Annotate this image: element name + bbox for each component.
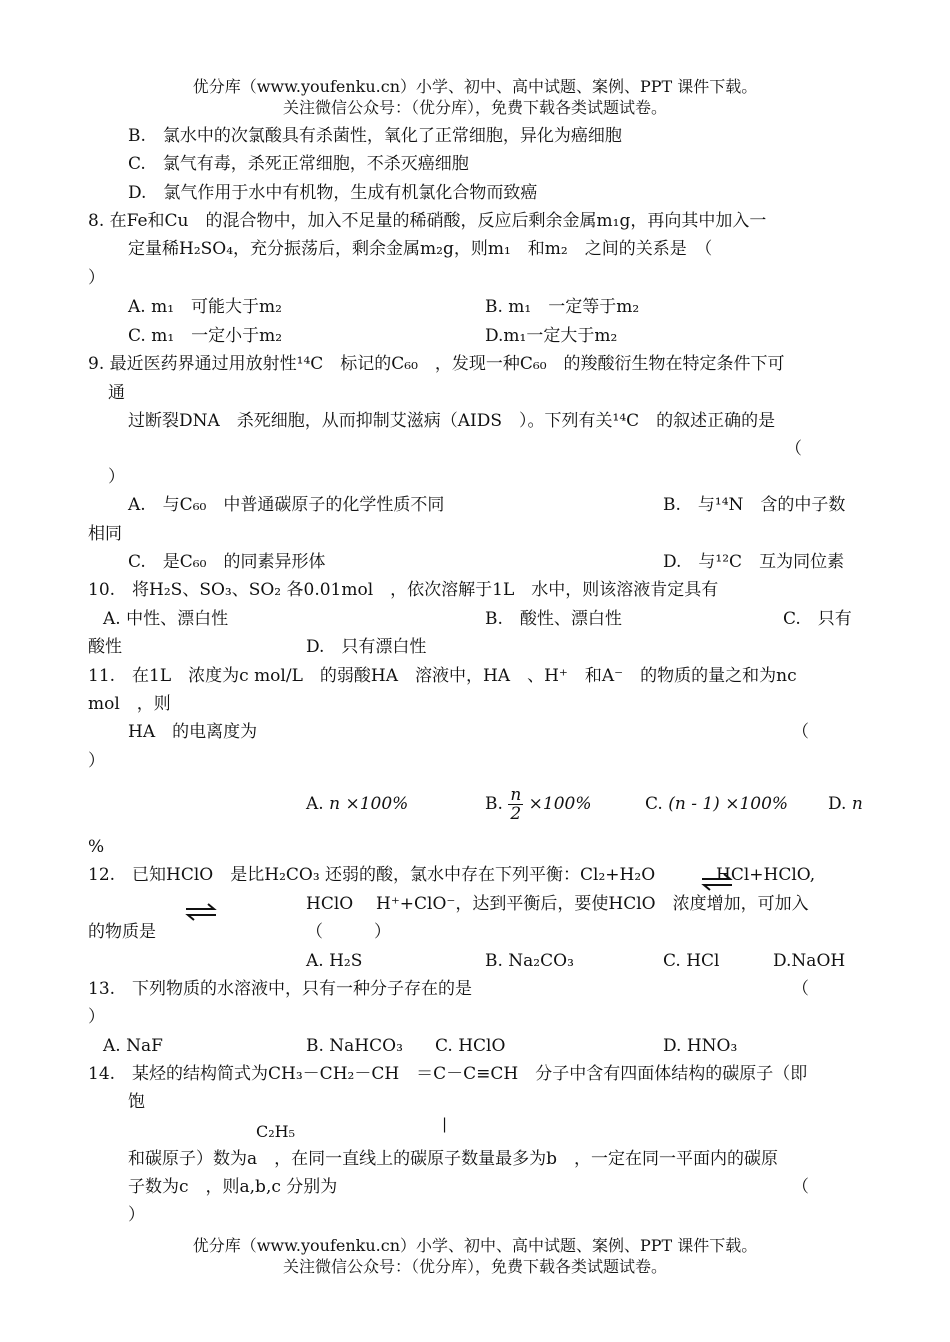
q13-paren-close: ） [88, 1007, 105, 1027]
q11-option-c-label: C. [645, 794, 663, 814]
q9-option-a: A. 与C₆₀ 中普通碳原子的化学性质不同 [128, 495, 445, 515]
page-footer-line2: 关注微信公众号：（优分库），免费下载各类试题试卷。 [282, 1257, 667, 1276]
q9-option-c: C. 是C₆₀ 的同素异形体 [128, 552, 326, 572]
q10-option-c-cont: 酸性 [88, 637, 122, 657]
q13-option-a: A. NaF [103, 1036, 163, 1056]
q12-paren: （ ） [306, 922, 391, 942]
q7-option-d: D. 氯气作用于水中有机物，生成有机氯化合物而致癌 [128, 183, 538, 203]
equilibrium-arrow-icon [184, 902, 218, 922]
q10-option-c: C. 只有 [783, 609, 852, 629]
q11-option-a [306, 793, 408, 815]
page-footer-line1: 优分库（www.youfenku.cn）小学、初中、高中试题、案例、PPT 课件下载。 [192, 1236, 758, 1255]
q14-stem-line3: 和碳原子）数为a ，在同一直线上的碳原子数量最多为b ，一定在同一平面内的碳原 [128, 1149, 779, 1169]
q14-stem-line2: 饱 [128, 1092, 145, 1112]
q11-option-a-expr: n ×100% [329, 794, 409, 814]
q11-stem-line3: HA 的电离度为 [128, 722, 258, 742]
q14-paren-close: ） [128, 1205, 145, 1225]
page-header-line1: 优分库（www.youfenku.cn）小学、初中、高中试题、案例、PPT 课件下载。 [192, 77, 758, 96]
q12-option-a: A. H₂S [306, 951, 363, 971]
q11-stem-line1: 11. 在1L 浓度为c mol/L 的弱酸HA 溶液中，HA 、H⁺ 和A⁻ 的物质的量之和为nc [88, 666, 797, 686]
q11-option-b-rest: ×100% [528, 794, 592, 814]
q12-equation1-right: HCl+HClO, [716, 865, 816, 885]
q11-option-b [485, 782, 592, 826]
q13-stem: 13. 下列物质的水溶液中，只有一种分子存在的是 [88, 979, 473, 999]
q12-option-b: B. Na₂CO₃ [485, 951, 574, 971]
q12-equation2-left: HClO [306, 894, 354, 914]
q14-stem-line1: 14. 某烃的结构简式为CH₃－CH₂－CH ＝C－C≡CH 分子中含有四面体结构的碳原子（即 [88, 1064, 808, 1084]
q7-option-c: C. 氯气有毒，杀死正常细胞，不杀灭癌细胞 [128, 154, 469, 174]
q8-option-a: A. m₁ 可能大于m₂ [128, 297, 282, 317]
q10-option-b: B. 酸性、漂白性 [485, 609, 622, 629]
q9-option-b: B. 与¹⁴N 含的中子数 [663, 495, 846, 515]
page-header-line2: 关注微信公众号：（优分库），免费下载各类试题试卷。 [282, 98, 667, 117]
q14-branch-bond: | [442, 1115, 448, 1133]
q11-option-c [645, 793, 788, 815]
q8-option-d: D.m₁一定大于m₂ [485, 326, 618, 346]
q8-option-c: C. m₁ 一定小于m₂ [128, 326, 283, 346]
q9-stem-line1: 9. 最近医药界通过用放射性¹⁴C 标记的C₆₀ ，发现一种C₆₀ 的羧酸衍生物在特定条件下可 [88, 354, 785, 374]
q11-option-b-denominator: 2 [510, 804, 522, 824]
q12-stem-line1: 12. 已知HClO 是比H₂CO₃ 还弱的酸，氯水中存在下列平衡：Cl₂+H₂O [88, 865, 656, 885]
q11-paren-close: ） [88, 751, 105, 771]
q11-option-c-expr: (n - 1) ×100% [668, 794, 789, 814]
q10-option-a: A. 中性、漂白性 [103, 609, 229, 629]
q9-stem-line3: 过断裂DNA 杀死细胞，从而抑制艾滋病（AIDS ）。下列有关¹⁴C 的叙述正确的是 [128, 411, 776, 431]
q8-stem-line3: ） [88, 268, 105, 288]
q11-option-d-expr: n [851, 794, 863, 814]
q14-paren-open: （ [792, 1177, 809, 1197]
q12-option-d: D.NaOH [773, 951, 846, 971]
q10-option-d: D. 只有漂白性 [306, 637, 427, 657]
q10-stem: 10. 将H₂S、SO₃、SO₂ 各0.01mol ，依次溶解于1L 水中，则该溶液肯定具有 [88, 580, 719, 600]
q12-stem-line3: 的物质是 [88, 922, 156, 942]
q9-paren-close: ） [108, 467, 125, 487]
q13-option-c: C. HClO [435, 1036, 506, 1056]
q14-branch-group: C₂H₅ [256, 1122, 296, 1141]
q11-paren-open: （ [792, 722, 809, 742]
q7-option-b: B. 氯水中的次氯酸具有杀菌性，氧化了正常细胞，异化为癌细胞 [128, 126, 622, 146]
q12-stem-line2: H⁺+ClO⁻，达到平衡后，要使HClO 浓度增加，可加入 [376, 894, 809, 914]
q11-option-b-fraction [508, 786, 523, 823]
q11-stem-line2: mol ，则 [88, 694, 171, 714]
q11-option-d-cont: % [88, 837, 105, 857]
q13-paren-open: （ [792, 979, 809, 999]
q11-option-d-label: D. [828, 794, 847, 814]
q9-option-d: D. 与¹²C 互为同位素 [663, 552, 845, 572]
q11-option-b-numerator: n [510, 785, 522, 805]
q8-stem-line2: 定量稀H₂SO₄，充分振荡后，剩余金属m₂g，则m₁ 和m₂ 之间的关系是 （ [128, 239, 713, 259]
q11-option-d [828, 793, 863, 815]
q9-option-b-cont: 相同 [88, 524, 122, 544]
q9-paren-open: （ [785, 439, 802, 459]
q9-stem-line2: 通 [108, 383, 125, 403]
q12-option-c: C. HCl [663, 951, 720, 971]
q14-stem-line4: 子数为c ，则a,b,c 分别为 [128, 1177, 338, 1197]
q8-stem-line1: 8. 在Fe和Cu 的混合物中，加入不足量的稀硝酸，反应后剩余金属m₁g，再向其中加入一 [88, 211, 767, 231]
q13-option-d: D. HNO₃ [663, 1036, 738, 1056]
q11-option-b-label: B. [485, 794, 503, 814]
q8-option-b: B. m₁ 一定等于m₂ [485, 297, 640, 317]
q13-option-b: B. NaHCO₃ [306, 1036, 403, 1056]
q11-option-a-label: A. [306, 794, 324, 814]
